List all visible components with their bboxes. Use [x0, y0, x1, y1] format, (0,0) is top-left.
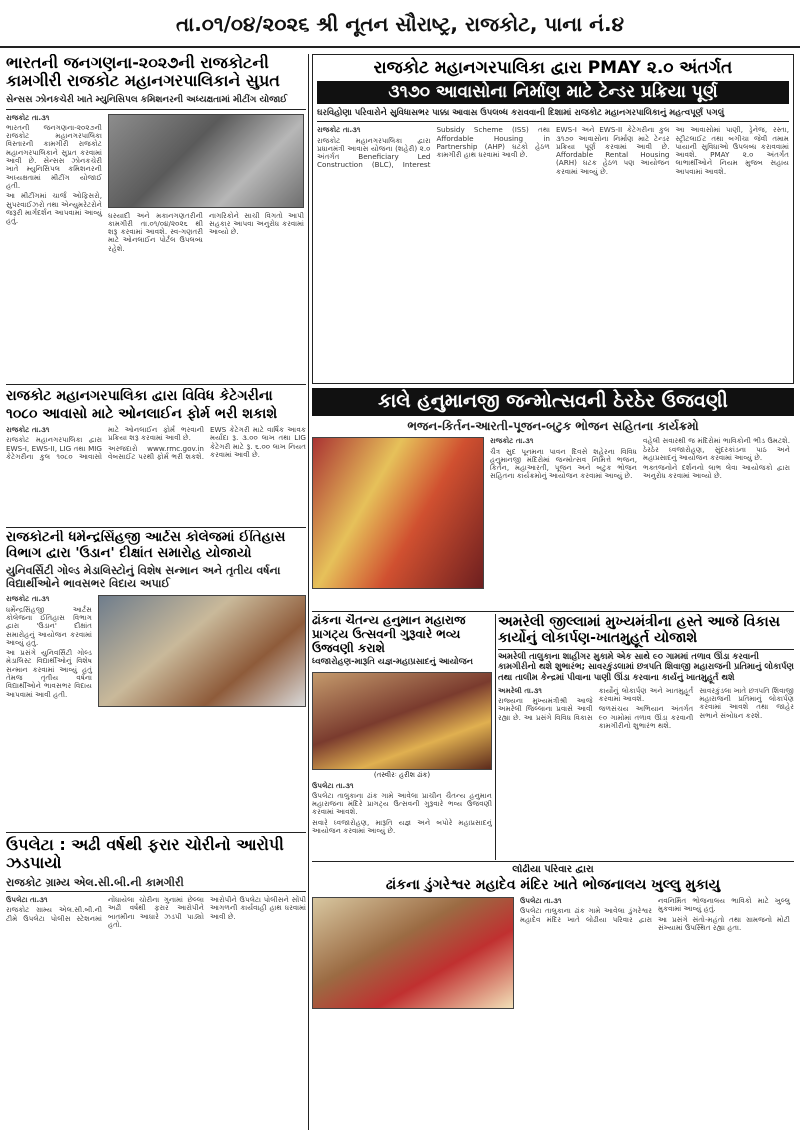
column-divider — [495, 614, 496, 860]
hanuman-headline: કાલે હનુમાનજી જન્મોત્સવની ઠેરઠેર ઉજવણી — [312, 388, 794, 416]
upleta-para: આરોપીને ઉપલેટા પોલીસને સોંપી આગળની કાર્યવાહી હાથ ધરવામાં આવી છે. — [210, 894, 306, 921]
row-divider — [6, 527, 306, 528]
chaitanya-photo-caption: (તસ્વીરઃ હરીશ ઢાંક) — [373, 770, 431, 779]
pmay-headline-2: ૩૧૭૦ આવાસોના નિર્માણ માટે ટેન્ડર પ્રક્રિયા પૂર્ણ — [317, 81, 789, 105]
hanuman-para: વહેલી સવારથી જ મંદિરોમાં ભાવિકોની ભીડ ઉમટશે. ઠેરઠેર ધ્વજારોહણ, સુંદરકાંડના પાઠ અને મહાપ્રસાદનું આયોજન કરવામાં આવ્યું છે. — [643, 436, 790, 462]
college-para: આ પ્રસંગે યુનિવર્સિટી ગોલ્ડ મેડાલિસ્ટ વિદ્યાર્થીઓનું વિશેષ સન્માન કરવામાં આવ્યું હતું તેમજ તૃતીય વર્ષના વિદ્યાર્થીઓને ભાવસભર વિદાય આપવામાં આવી હતી. — [6, 648, 92, 699]
article-chaitanya — [312, 614, 492, 860]
lodhiya-headline: ઢાંકના ડુંગરેશ્વર મહાદેવ મંદિર ખાતે ભોજનાલય ખુલ્લુ મુકાયુ — [385, 877, 721, 893]
row-divider — [312, 861, 794, 862]
college-event-photo — [98, 595, 306, 707]
census-para: નાગરિકોને સાચી વિગતો આપી સહકાર આપવા અનુરોધ કરવામાં આવ્યો છે. — [209, 210, 304, 237]
pmay-headline-1: રાજકોટ મહાનગરપાલિકા દ્વારા PMAY ૨.૦ અંતર્ગત — [373, 58, 733, 78]
hanuman-para: ભક્તજનોને દર્શનનો લાભ લેવા આયોજકો દ્વારા અનુરોધ કરવામાં આવ્યો છે. — [643, 463, 790, 481]
lodhiya-body — [520, 897, 790, 1097]
hanuman-para: ચૈત્ર સુદ પૂનમના પાવન દિવસે શહેરના વિવિધ હનુમાનજી મંદિરોમાં જન્મોત્સવ નિમિત્તે ભજન, કિર્તન, મહાઆરતી, પૂજન અને બટુક ભોજન સહિતના કાર્યક્રમોનું આયોજન કરવામાં આવ્યું છે. — [490, 446, 637, 481]
pmay-body — [317, 126, 789, 384]
hanuman-idol-photo — [312, 437, 484, 589]
article-college — [6, 530, 306, 830]
temple-decor-photo — [312, 672, 492, 770]
bhojanalay-photo — [312, 897, 514, 1009]
census-column-2 — [108, 212, 304, 253]
hanuman-dateline: રાજકોટ તા.૩૧ — [490, 436, 534, 446]
amreli-para: રાજ્યના મુખ્યમંત્રીશ્રી આજે અમરેલી જિલ્લાના પ્રવાસે આવી રહ્યા છે. આ પ્રસંગે વિવિધ વિકાસ કાર્યોનું લોકાર્પણ અને ખાતમુહૂર્ત કરવામાં આવશે. — [498, 685, 694, 722]
college-dateline: રાજકોટ તા.૩૧ — [6, 594, 50, 604]
lodhiya-para: ઉપલેટા તાલુકાના ઢાંક ગામે આવેલા ડુંગરેશ્વર મહાદેવ મંદિર ખાતે લોઢીયા પરિવાર દ્વારા નવનિર્મિત ભોજનાલય ભાવિકો માટે ખુલ્લુ મુકવામાં આવ્યું હતું. — [520, 896, 790, 924]
row-divider — [6, 384, 306, 385]
online-form-dateline: રાજકોટ તા.૩૧ — [6, 425, 50, 435]
online-form-para: રાજકોટ મહાનગરપાલિકા દ્વારા EWS-I, EWS-II, LIG તથા MIG કેટેગરીના કુલ ૧૦૮૦ આવાસો માટે ઓનલાઈન ફોર્મ ભરવાની પ્રક્રિયા શરૂ કરવામાં આવી છે. — [6, 425, 204, 462]
online-form-body — [6, 426, 306, 510]
row-divider — [6, 832, 306, 833]
column-divider — [308, 54, 309, 1130]
upleta-headline: ઉપલેટા : અઢી વર્ષથી ફરાર ચોરીનો આરોપી ઝડપાયો — [6, 836, 284, 873]
chaitanya-headline: ઢાંકના ચૈતન્ય હનુમાન મહારાજ પ્રાગટ્ય ઉત્સવની ગુરૂવારે ભવ્ય ઉજવણી કરાશે — [312, 614, 466, 655]
masthead-line: તા.૦૧/૦૪/૨૦૨૬ શ્રી નૂતન સૌરાષ્ટ્ર, રાજકોટ, પાના નં.૪ — [176, 12, 624, 36]
pmay-subhead: ઘરવિહોણા પરિવારોને સુવિધાસભર પાક્કા આવાસ ઉપલબ્ધ કરાવવાની દિશામાં રાજકોટ મહાનગરપાલિકાનું મહત્વપૂર્ણ પગલું — [317, 108, 789, 122]
online-form-headline-1: રાજકોટ મહાનગરપાલિકા દ્વારા વિવિધ કેટેગરીના — [6, 388, 273, 404]
upleta-para: રાજકોટ ગ્રામ્ય એલ.સી.બી.ની ટીમે ઉપલેટા પોલીસ સ્ટેશનમાં નોંધાયેલા ચોરીના ગુનામાં છેલ્લા અઢી વર્ષથી ફરાર આરોપીને બાતમીના આધારે ઝડપી પાડ્યો હતો. — [6, 894, 204, 929]
pmay-dateline: રાજકોટ તા.૩૧ — [317, 125, 361, 135]
row-divider — [312, 611, 794, 612]
chaitanya-dateline: ઉપલેટા તા.૩૧ — [312, 780, 354, 790]
census-subhead: સેન્સસ ઝોનકચેરી ખાતે મ્યુનિસિપલ કમિશનરની અધ્યક્ષતામાં મીટીંગ યોજાઈ — [6, 95, 306, 110]
census-headline: ભારતની જનગણના-૨૦૨૭ની રાજકોટની કામગીરી રાજકોટ મહાનગરપાલિકાને સુપ્રત — [6, 54, 280, 91]
article-census — [6, 54, 306, 384]
chaitanya-body — [312, 782, 492, 836]
amreli-subhead: અમરેલી તાલુકાના શાહીગર મુકામે એક સાથે ૯૦ ગામમાં તળાવ ઊંડા કરવાની કામગીરીનો થશે શુભારંભ; સાવરકુંડલામાં છત્રપતિ શિવાજી મહારાજની પ્રતિમાનું લોકાર્પણ તથા તાલીમ કેન્દ્રમાં પીવાના પાણી ઊંડા કરવાના કાર્યનું ખાતમુહૂર્ત થશે — [498, 649, 794, 683]
college-headline: રાજકોટની ધર્મેન્દ્રસિંહજી આર્ટસ કોલેજમાં ઈતિહાસ વિભાગ દ્વારા 'ઉડાન' દીક્ષાંત સમારોહ યોજાયો — [6, 530, 286, 561]
pmay-para: EWS-I અને EWS-II કેટેગરીના કુલ ૩૧૭૦ આવાસોના નિર્માણ માટે ટેન્ડર પ્રક્રિયા પૂર્ણ કરવામાં આવી છે. Affordable Rental Housing (ARH) ઘટક હેઠળ પણ આયોજન કરવામાં આવ્યું છે. — [556, 125, 670, 176]
upleta-dateline: ઉપલેટા તા.૩૧ — [6, 894, 48, 904]
amreli-headline: અમરેલી જીલ્લામાં મુખ્યમંત્રીના હસ્તે આજે વિકાસ કાર્યોનું લોકાર્પણ-ખાતમુહૂર્ત યોજાશે — [498, 614, 781, 647]
amreli-para: જળસંચય અભિયાન અંતર્ગત ૯૦ ગામોમાં તળાવ ઊંડા કરવાની કામગીરીનો શુભારંભ થશે. — [598, 704, 694, 730]
amreli-dateline: અમરેલી તા.૩૧ — [498, 685, 542, 695]
pmay-para: આ આવાસોમાં પાણી, ડ્રેનેજ, રસ્તા, સ્ટ્રીટલાઈટ તથા બગીચા જેવી તમામ પાયાની સુવિધાઓ ઉપલબ્ધ કરાવવામાં આવશે. PMAY ૨.૦ અંતર્ગત લાભાર્થીઓને નિયમ મુજબ સહાય આપવામાં આવશે. — [675, 125, 789, 176]
page-masthead — [0, 0, 800, 48]
lodhiya-para: આ પ્રસંગે સંતો-મહંતો તથા ગ્રામજનો મોટી સંખ્યામાં ઉપસ્થિત રહ્યા હતા. — [658, 914, 790, 932]
online-form-para: અરજદારો www.rmc.gov.in વેબસાઈટ પરથી ફોર્મ ભરી શકશે. EWS કેટેગરી માટે વાર્ષિક આવક મર્યાદા રૂ. ૩.૦૦ લાખ તથા LIG કેટેગરી માટે રૂ. ૬.૦૦ લાખ નિયત કરવામાં આવી છે. — [108, 425, 306, 462]
census-para: આ મીટીંગમાં ચાર્જ ઓફિસરો, સુપરવાઈઝરો તથા એન્યુમરેટરોને જરૂરી માર્ગદર્શન આપવામાં આવ્યું હતું. — [6, 191, 102, 226]
article-online-form — [6, 388, 306, 526]
chaitanya-para: ઉપલેટા તાલુકાના ઢાંક ગામે આવેલા પ્રાચીન ચૈતન્ય હનુમાન મહારાજના મંદિરે પ્રાગટ્ય ઉત્સવની ગુરૂવારે ભવ્ય ઉજવણી કરવામાં આવશે. — [312, 790, 492, 817]
pmay-para: રાજકોટ મહાનગરપાલિકા દ્વારા પ્રધાનમંત્રી આવાસ યોજના (શહેરી) ૨.૦ અંતર્ગત Beneficiary Led Construction (BLC), Interest Subsidy Scheme (ISS) તથા Affordable Housing in Partnership (AHP) ઘટકો હેઠળ કામગીરી હાથ ધરવામાં આવી છે. — [317, 125, 550, 170]
college-body — [6, 595, 92, 707]
upleta-body — [6, 896, 306, 1096]
article-pmay — [312, 54, 794, 384]
article-amreli — [498, 614, 794, 860]
article-hanuman-jayanti — [312, 388, 794, 610]
census-dateline: રાજકોટ તા.૩૧ — [6, 112, 50, 122]
college-subhead: યુનિવર્સિટી ગોલ્ડ મેડાલિસ્ટોનું વિશેષ સન્માન અને તૃતીય વર્ષના વિદ્યાર્થીઓને ભાવસભર વિદાય અપાઈ — [6, 564, 281, 591]
amreli-para: સાવરકુંડલા ખાતે છત્રપતિ શિવાજી મહારાજની પ્રતિમાનું લોકાર્પણ કરવામાં આવશે તથા જાહેર સભાને સંબોધન કરશે. — [699, 685, 794, 720]
amreli-body — [498, 687, 794, 837]
lodhiya-kicker: લોઢીયા પરિવાર દ્વારા — [512, 864, 594, 875]
census-para: ઘરયાદી અને મકાનગણતરીની કામગીરી તા.૦૧/૦૪/૨૦૨૬ થી શરૂ કરવામાં આવશે. સ્વ-ગણતરી માટે ઓનલાઈન પોર્ટલ ઉપલબ્ધ રહેશે. — [108, 210, 203, 253]
census-para: ભારતની જનગણના-૨૦૨૭ની રાજકોટ મહાનગરપાલિકા વિસ્તારની કામગીરી રાજકોટ મહાનગરપાલિકાને સુપ્રત કરવામાં આવી છે. સેન્સસ ઝોનકચેરી ખાતે મ્યુનિસિપલ કમિશનરની અધ્યક્ષતામાં મીટીંગ યોજાઈ હતી. — [6, 122, 102, 190]
chaitanya-para: સવારે ધ્વજારોહણ, મારૂતિ યજ્ઞ અને બપોરે મહાપ્રસાદનું આયોજન કરવામાં આવ્યું છે. — [312, 817, 492, 836]
hanuman-body — [490, 437, 790, 607]
census-column-1 — [6, 114, 102, 253]
census-meeting-photo — [108, 114, 304, 208]
upleta-subhead: રાજકોટ ગ્રામ્ય એલ.સી.બી.ની કામગીરી — [6, 876, 306, 892]
lodhiya-dateline: ઉપલેટા તા.૩૧ — [520, 896, 562, 906]
hanuman-subhead: ભજન-કિર્તન-આરતી-પૂજન-બટુક ભોજન સહિતના કાર્યક્રમો — [407, 418, 699, 433]
college-para: ધર્મેન્દ્રસિંહજી આર્ટસ કોલેજના ઈતિહાસ વિભાગ દ્વારા 'ઉડાન' દીક્ષાંત સમારોહનું આયોજન કરવામાં આવ્યું હતું. — [6, 604, 92, 647]
article-upleta — [6, 836, 306, 1130]
article-lodhiya — [312, 864, 794, 1130]
chaitanya-subhead: ધ્વજારોહણ-મારૂતિ યજ્ઞ-મહાપ્રસાદનું આયોજન — [312, 657, 473, 668]
online-form-headline-2: ૧૦૮૦ આવાસો માટે ઓનલાઈન ફોર્મ ભરી શકાશે — [6, 406, 278, 423]
